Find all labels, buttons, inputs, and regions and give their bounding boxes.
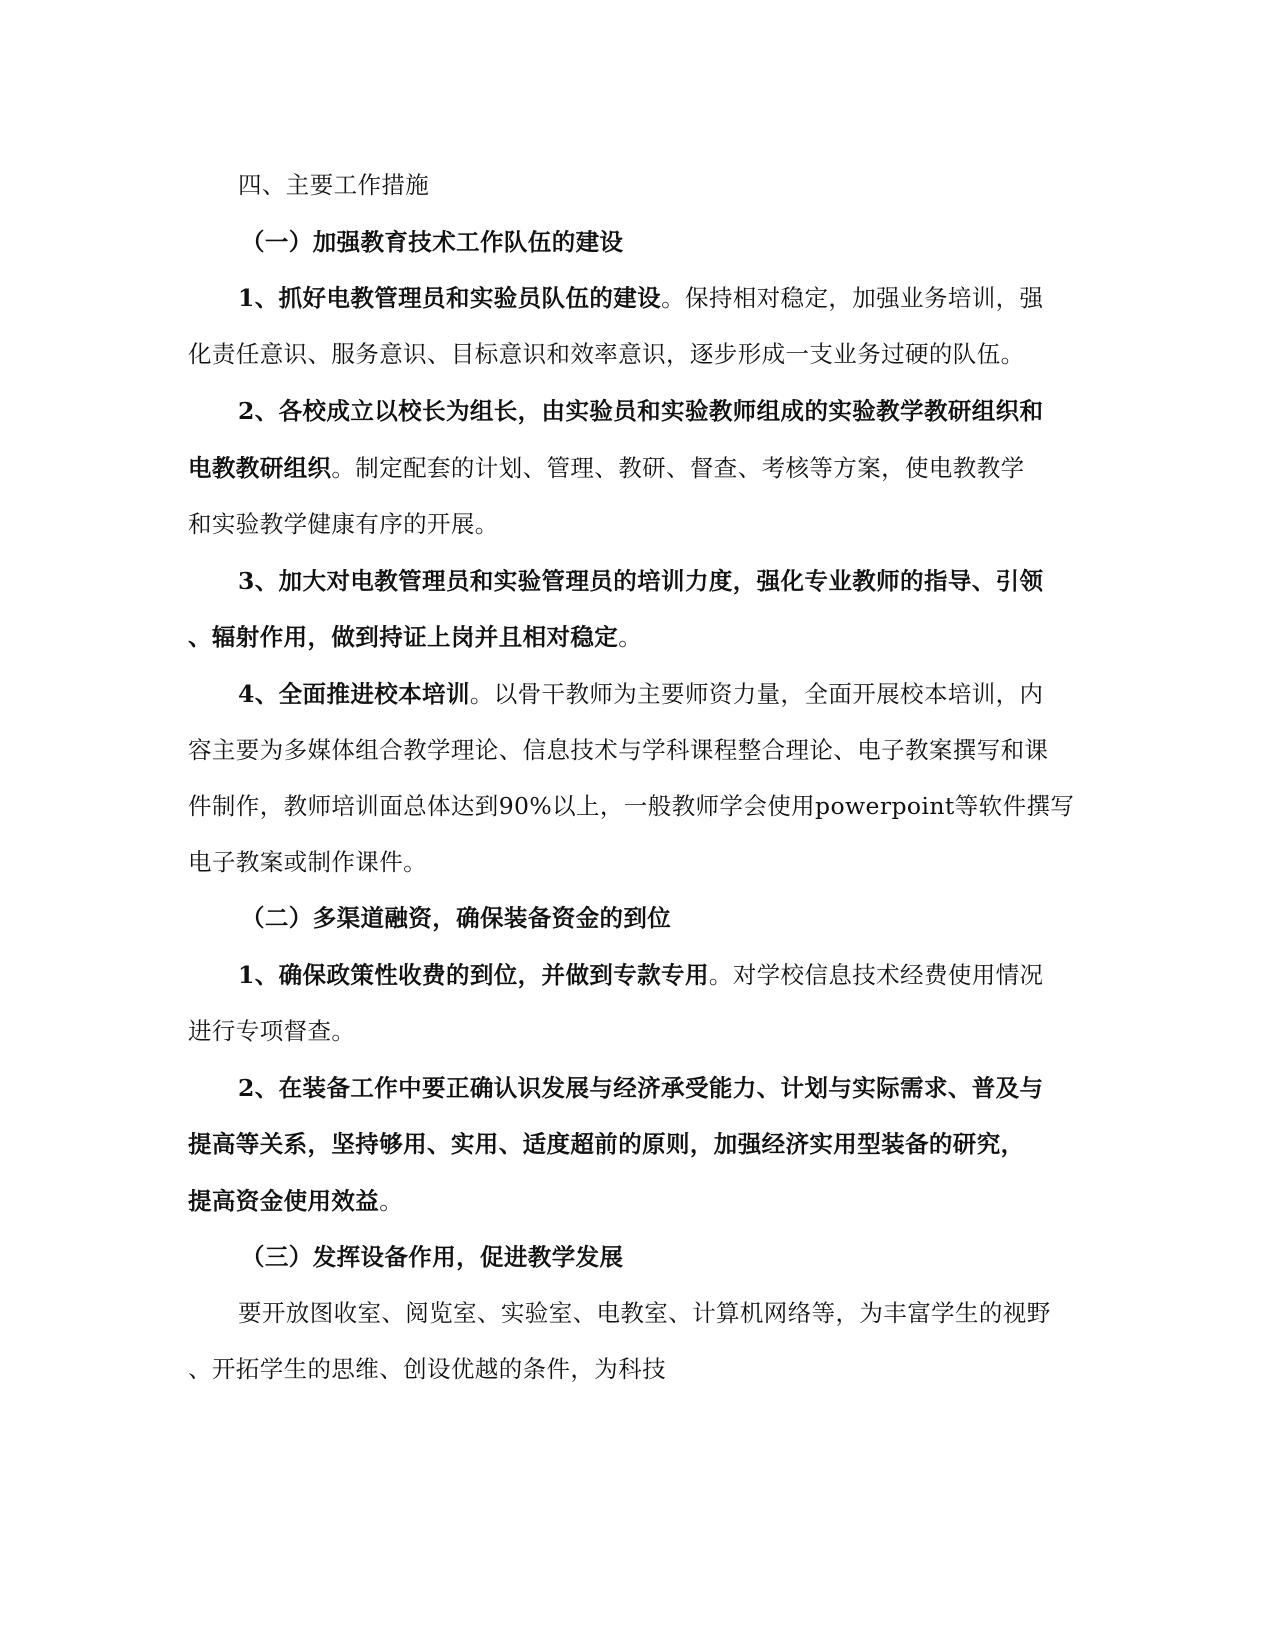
line-text: 件制作，教师培训面总体达到90%以上，一般教师学会使用powerpoint等软件撰写 [188,792,1075,820]
line-bold-text: （三）发挥设备作用，促进教学发展 [241,1243,624,1271]
subsection-heading [241,1242,1141,1272]
line-text: 化责任意识、服务意识、目标意识和效率意识，逐步形成一支业务过硬的队伍。 [188,340,1025,368]
line-bold-text: 2、各校成立以校长为组长，由实验员和实验教师组成的实验教学教研组织和 [238,397,1044,425]
paragraph-line [188,735,1088,765]
line-text: 电子教案或制作课件。 [188,848,427,876]
line-bold-text: 提高资金使用效益 [188,1187,380,1215]
paragraph-line [188,847,1088,877]
paragraph-line [238,1073,1138,1103]
subsection-heading [241,227,1141,257]
line-bold-text: 提高等关系，坚持够用、实用、适度超前的原则，加强经济实用型装备的研究， [188,1130,1025,1158]
paragraph-line [188,1354,1088,1384]
paragraph-line [188,1186,1088,1216]
line-bold-text: 、辐射作用，做到持证上岗并且相对稳定 [188,623,619,651]
line-text: 。对学校信息技术经费使用情况 [708,961,1044,989]
line-text: 。以骨干教师为主要师资力量，全面开展校本培训，内 [469,680,1044,708]
line-bold-text: 4、全面推进校本培训 [238,680,470,708]
paragraph-line [238,396,1138,426]
line-text: 进行专项督查。 [188,1017,356,1045]
line-text: 容主要为多媒体组合教学理论、信息技术与学科课程整合理论、电子教案撰写和课 [188,736,1049,764]
paragraph-line [188,791,1088,821]
line-bold-text: 1、抓好电教管理员和实验员队伍的建设 [238,284,662,312]
paragraph-line [188,509,1088,539]
line-text: 和实验教学健康有序的开展。 [188,510,499,538]
line-bold-text: 3、加大对电教管理员和实验管理员的培训力度，强化专业教师的指导、引领 [238,567,1044,595]
subsection-heading [241,903,1141,933]
line-text: 。 [618,623,643,651]
line-bold-text: （一）加强教育技术工作队伍的建设 [241,228,624,256]
paragraph-line [238,1298,1138,1328]
line-text: 、开拓学生的思维、创设优越的条件，为科技 [188,1355,666,1383]
paragraph-line [188,453,1088,483]
paragraph-line [188,1016,1088,1046]
paragraph-line [188,339,1088,369]
paragraph-line [188,622,1088,652]
line-text: 要开放图收室、阅览室、实验室、电教室、计算机网络等，为丰富学生的视野 [238,1299,1051,1327]
line-bold-text: 电教教研组织 [188,454,332,482]
paragraph-line [238,960,1138,990]
paragraph-line [188,1129,1088,1159]
line-text: 。 [379,1187,404,1215]
line-text: 。保持相对稳定，加强业务培训，强 [661,284,1044,312]
line-text: 四、主要工作措施 [238,171,430,199]
paragraph-line [238,679,1138,709]
line-bold-text: （二）多渠道融资，确保装备资金的到位 [241,904,672,932]
line-bold-text: 2、在装备工作中要正确认识发展与经济承受能力、计划与实际需求、普及与 [238,1074,1044,1102]
paragraph-line [238,283,1138,313]
line-text: 。制定配套的计划、管理、教研、督查、考核等方案，使电教教学 [331,454,1025,482]
section-heading [238,170,1138,200]
line-bold-text: 1、确保政策性收费的到位，并做到专款专用 [238,961,709,989]
paragraph-line [238,566,1138,596]
